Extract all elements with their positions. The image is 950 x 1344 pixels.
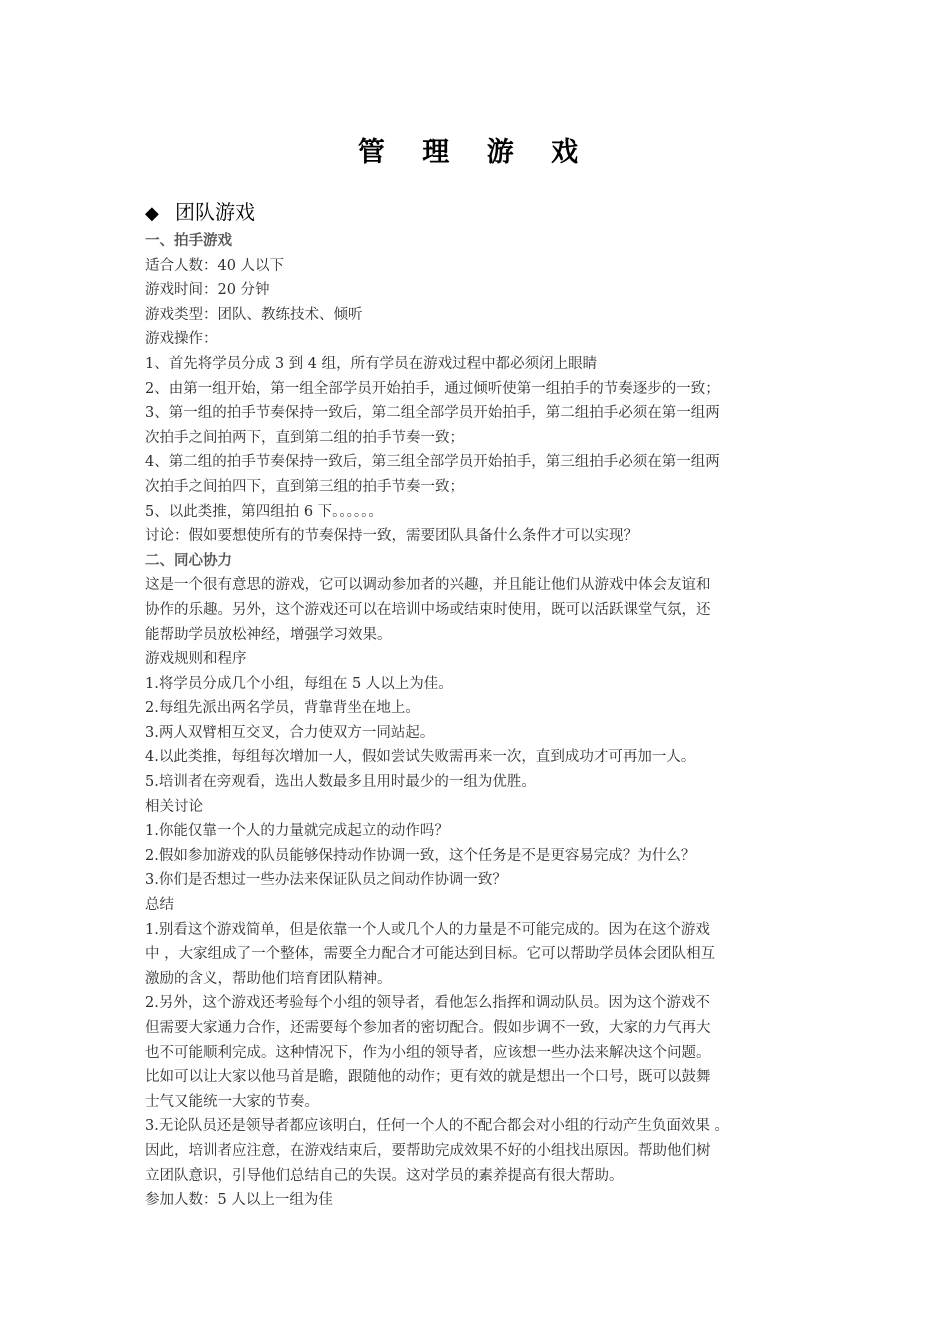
text-line: 2.假如参加游戏的队员能够保持动作协调一致，这个任务是不是更容易完成？为什么？ bbox=[145, 847, 696, 864]
text-line: 4.以此类推，每组每次增加一人，假如尝试失败需再来一次，直到成功才可再加一人。 bbox=[145, 749, 696, 766]
text-line: 参加人数：5 人以上一组为佳 bbox=[145, 1192, 333, 1209]
text-line: 5、以此类推，第四组拍 6 下。。。。。。 bbox=[145, 503, 383, 520]
game1-body bbox=[145, 254, 815, 549]
text-line: 讨论：假如要想使所有的节奏保持一致，需要团队具备什么条件才可以实现？ bbox=[145, 528, 638, 545]
text-line: 2.每组先派出两名学员，背靠背坐在地上。 bbox=[145, 700, 420, 717]
text-line: 4、第二组的拍手节奏保持一致后，第三组全部学员开始拍手，第三组拍手必须在第一组两 bbox=[145, 454, 720, 471]
text-line: 次拍手之间拍四下，直到第三组的拍手节奏一致； bbox=[145, 478, 464, 495]
text-line: 激励的含义，帮助他们培育团队精神。 bbox=[145, 970, 392, 987]
text-line: 1.你能仅靠一个人的力量就完成起立的动作吗？ bbox=[145, 823, 449, 840]
text-line: 士气又能统一大家的节奏。 bbox=[145, 1093, 319, 1110]
diamond-bullet-icon: ◆ bbox=[145, 203, 159, 224]
text-line: 2.另外，这个游戏还考验每个小组的领导者，看他怎么指挥和调动队员。因为这个游戏不 bbox=[145, 995, 710, 1012]
game2-heading: 二、同心协力 bbox=[145, 552, 232, 569]
text-line: 3.无论队员还是领导者都应该明白，任何一个人的不配合都会对小组的行动产生负面效果 。 bbox=[145, 1118, 729, 1135]
text-line: 3、第一组的拍手节奏保持一致后，第二组全部学员开始拍手，第二组拍手必须在第一组两 bbox=[145, 405, 720, 422]
text-line: 2、由第一组开始，第一组全部学员开始拍手，通过倾听使第一组拍手的节奏逐步的一致； bbox=[145, 380, 720, 397]
text-line: 5.培训者在旁观看，选出人数最多且用时最少的一组为优胜。 bbox=[145, 774, 536, 791]
text-line: 总结 bbox=[145, 897, 174, 914]
text-line: 3.两人双臂相互交叉，合力使双方一同站起。 bbox=[145, 724, 435, 741]
text-line: 中 ，大家组成了一个整体，需要全力配合才可能达到目标。它可以帮助学员体会团队相互 bbox=[145, 946, 716, 963]
text-line: 3.你们是否想过一些办法来保证队员之间动作协调一致？ bbox=[145, 872, 507, 889]
text-line: 也不可能顺利完成。这种情况下，作为小组的领导者，应该想一些办法来解决这个问题。 bbox=[145, 1044, 711, 1061]
text-line: 能帮助学员放松神经，增强学习效果。 bbox=[145, 626, 392, 643]
text-line: 协作的乐趣。另外，这个游戏还可以在培训中场或结束时使用，既可以活跃课堂气氛，还 bbox=[145, 601, 711, 618]
text-line: 适合人数：40 人以下 bbox=[145, 257, 285, 274]
document-content bbox=[145, 195, 815, 1213]
text-line: 1、首先将学员分成 3 到 4 组，所有学员在游戏过程中都必须闭上眼睛 bbox=[145, 355, 598, 372]
text-line: 这是一个很有意思的游戏，它可以调动参加者的兴趣，并且能让他们从游戏中体会友谊和 bbox=[145, 577, 711, 594]
game1-heading: 一、拍手游戏 bbox=[145, 233, 232, 249]
document-title: 管 理 游 戏 bbox=[357, 137, 593, 168]
text-line: 次拍手之间拍两下，直到第二组的拍手节奏一致； bbox=[145, 429, 464, 446]
text-line: 1.将学员分成几个小组，每组在 5 人以上为佳。 bbox=[145, 675, 453, 692]
text-line: 游戏操作： bbox=[145, 331, 218, 348]
text-line: 相关讨论 bbox=[145, 798, 203, 815]
section-heading-text: 团队游戏 bbox=[175, 200, 255, 224]
text-line: 游戏时间：20 分钟 bbox=[145, 282, 270, 299]
text-line: 因此，培训者应注意，在游戏结束后，要帮助完成效果不好的小组找出原因。帮助他们树 bbox=[145, 1142, 711, 1159]
text-line: 但需要大家通力合作，还需要每个参加者的密切配合。假如步调不一致，大家的力气再大 bbox=[145, 1020, 711, 1036]
game2-body bbox=[145, 573, 815, 1212]
text-line: 比如可以让大家以他马首是瞻，跟随他的动作；更有效的就是想出一个口号，既可以鼓舞 bbox=[145, 1069, 711, 1086]
text-line: 1.别看这个游戏简单，但是依靠一个人或几个人的力量是不可能完成的。因为在这个游戏 bbox=[145, 921, 710, 938]
section-heading bbox=[145, 195, 815, 229]
text-line: 立团队意识，引导他们总结自己的失误。这对学员的素养提高有很大帮助。 bbox=[145, 1167, 624, 1184]
text-line: 游戏规则和程序 bbox=[145, 651, 247, 668]
text-line: 游戏类型：团队、教练技术、倾听 bbox=[145, 306, 363, 323]
